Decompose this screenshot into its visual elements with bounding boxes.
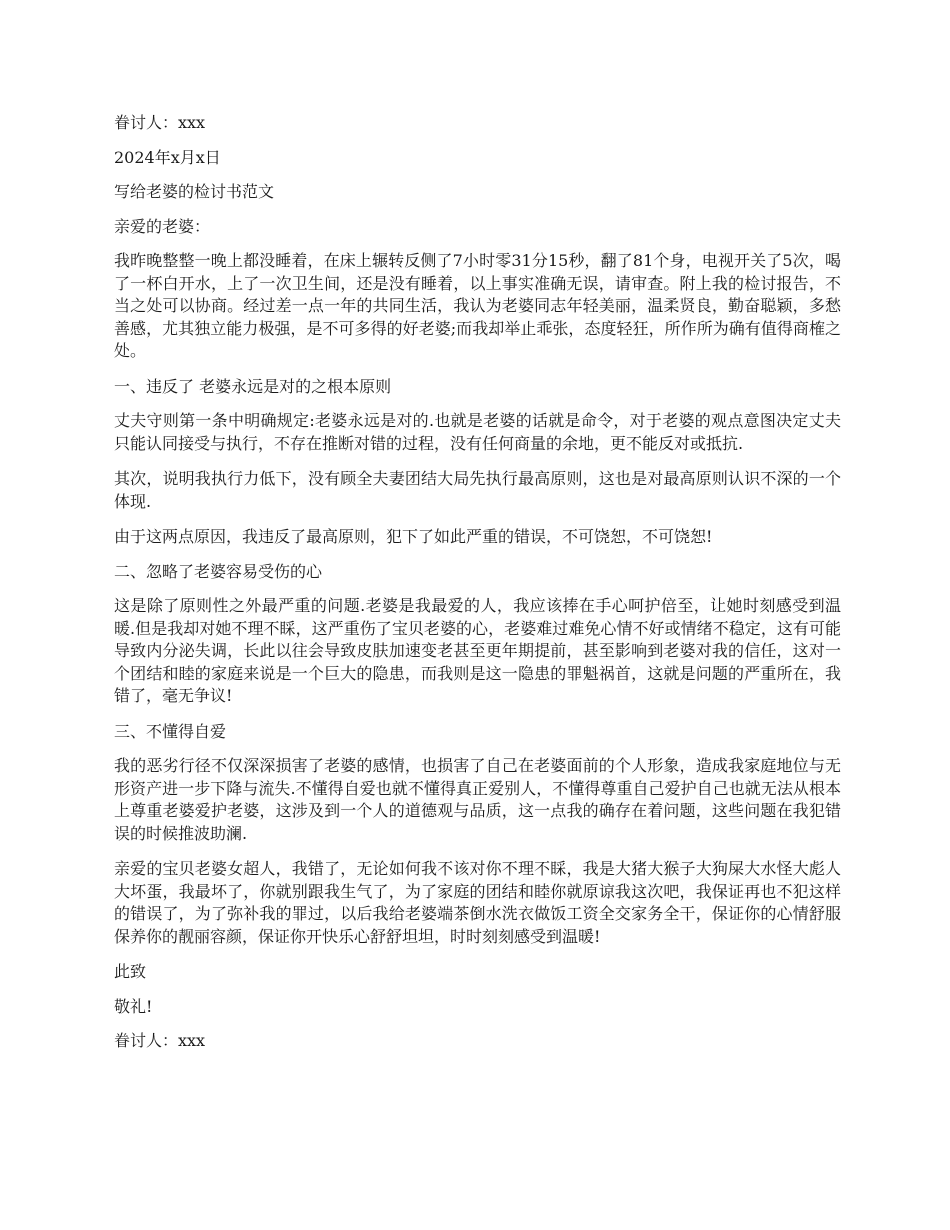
- section-3-paragraph: 我的恶劣行径不仅深深损害了老婆的感情，也损害了自己在老婆面前的个人形象，造成我家庭地位与无形资产进一步下降与流失.不懂得自爱也就不懂得真正爱别人，不懂得尊重自己爱护自己也就无法从根本上尊重老婆爱护老婆，这涉及到一个人的道德观与品质，这一点我的确存在着问题，这些问题在我犯错误的时候推波助澜.: [114, 756, 841, 843]
- closing-line-2: 敬礼!: [114, 996, 153, 1016]
- apology-paragraph: 亲爱的宝贝老婆女超人，我错了，无论如何我不该对你不理不睬，我是大猪大猴子大狗屎大水怪大彪人大坏蛋，我最坏了，你就别跟我生气了，为了家庭的团结和睦你就原谅我这次吧，我保证再也不犯这样的错误了，为了弥补我的罪过，以后我给老婆端茶倒水洗衣做饭工资全交家务全干，保证你的心情舒服保养你的靓丽容颜，保证你开快乐心舒舒坦坦，时时刻刻感受到温暖!: [114, 859, 841, 946]
- section-1-paragraph-2: 其次，说明我执行力低下，没有顾全夫妻团结大局先执行最高原则，这也是对最高原则认识不深的一个体现.: [114, 469, 841, 511]
- header-date: 2024年x月x日: [114, 147, 221, 167]
- section-heading-3: 三、不懂得自爱: [114, 721, 227, 741]
- document-page: [114, 112, 841, 1065]
- header-signer: 眷讨人：xxx: [114, 113, 206, 132]
- section-heading-2: 二、忽略了老婆容易受伤的心: [114, 561, 323, 581]
- footer-signer: 眷讨人：xxx: [114, 1031, 206, 1050]
- closing-line-1: 此致: [114, 962, 147, 981]
- document-title: 写给老婆的检讨书范文: [114, 182, 275, 201]
- section-1-paragraph-1: 丈夫守则第一条中明确规定:老婆永远是对的.也就是老婆的话就是命令，对于老婆的观点意图决定丈夫只能认同接受与执行，不存在推断对错的过程，没有任何商量的余地，更不能反对或抵抗.: [114, 411, 841, 453]
- intro-paragraph: 我昨晚整整一晚上都没睡着，在床上辗转反侧了7小时零31分15秒，翻了81个身，电视开关了5次，喝了一杯白开水，上了一次卫生间，还是没有睡着，以上事实准确无误，请审查。附上我的检讨报告，不当之处可以协商。经过差一点一年的共同生活，我认为老婆同志年轻美丽，温柔贤良，勤奋聪颖，多愁善感，尤其独立能力极强，是不可多得的好老婆;而我却举止乖张，态度轻狂，所作所为确有值得商榷之处。: [114, 251, 841, 360]
- section-1-paragraph-3: 由于这两点原因，我违反了最高原则，犯下了如此严重的错误，不可饶恕，不可饶恕!: [114, 527, 713, 546]
- section-2-paragraph: 这是除了原则性之外最严重的问题.老婆是我最爱的人，我应该捧在手心呵护倍至，让她时刻感受到温暖.但是我却对她不理不睬，这严重伤了宝贝老婆的心，老婆难过难免心情不好或情绪不稳定，这有可能导致内分泌失调，长此以往会导致皮肤加速变老甚至更年期提前，甚至影响到老婆对我的信任，这对一个团结和睦的家庭来说是一个巨大的隐患，而我则是这一隐患的罪魁祸首，这就是问题的严重所在，我错了，毫无争议!: [114, 596, 841, 705]
- salutation: 亲爱的老婆：: [114, 216, 211, 236]
- section-heading-1: 一、违反了 老婆永远是对的之根本原则: [114, 376, 392, 396]
